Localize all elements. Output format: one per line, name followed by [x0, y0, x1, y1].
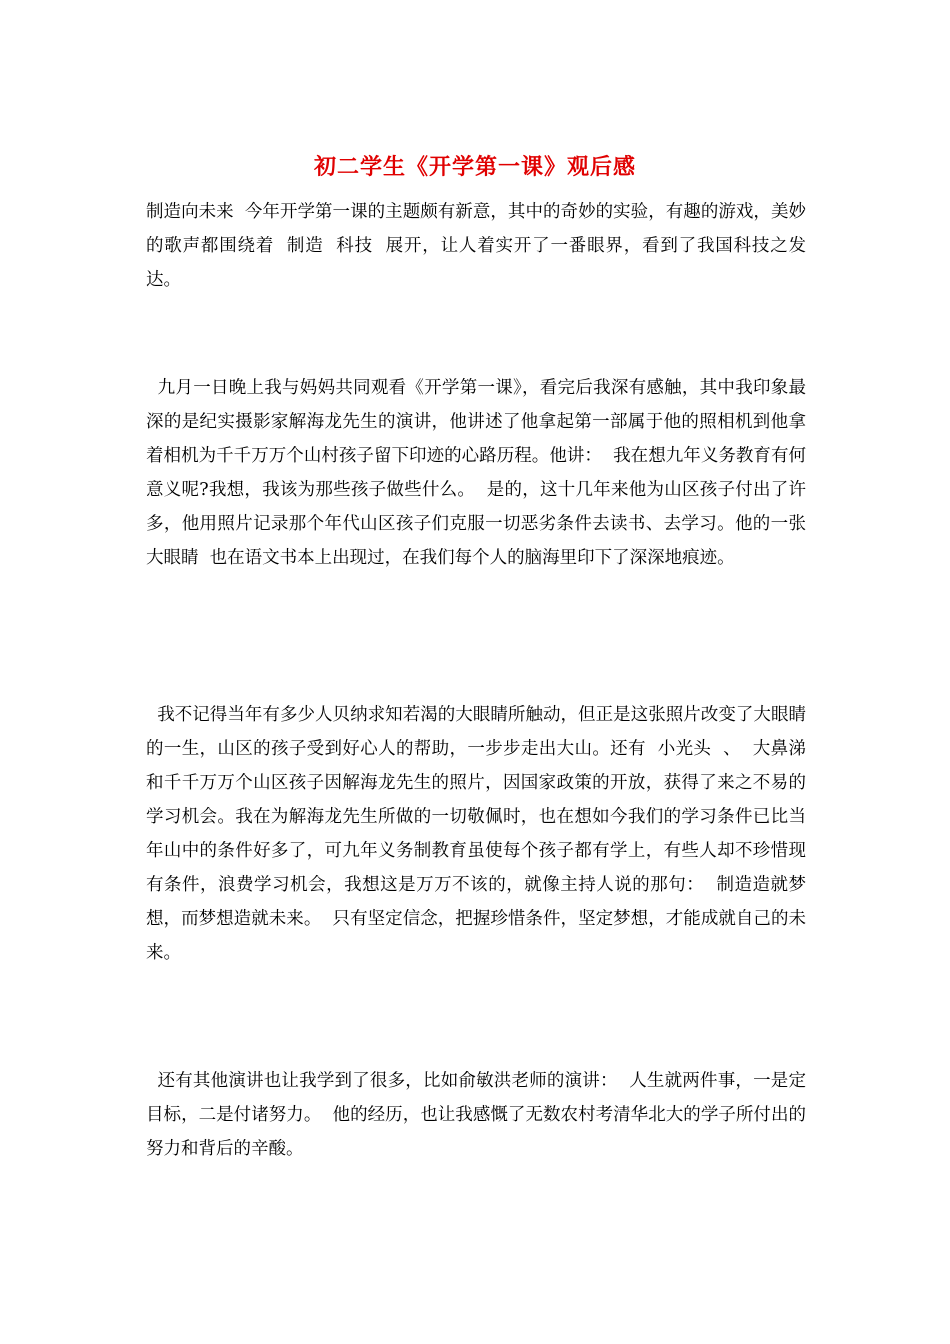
paragraph-1: 制造向未来 今年开学第一课的主题颇有新意，其中的奇妙的实验，有趣的游戏，美妙的歌声都围绕着 制造 科技 展开，让人着实开了一番眼界，看到了我国科技之发达。 — [146, 202, 806, 290]
paragraph-2: 九月一日晚上我与妈妈共同观看《开学第一课》，看完后我深有感触，其中我印象最深的是纪实摄影家解海龙先生的演讲，他讲述了他拿起第一部属于他的照相机到他拿着相机为千千万万个山村孩子留下印迹的心路历程。他讲： 我在想九年义务教育有何意义呢?我想，我该为那些孩子做些什么。 是的，这十几年来他为山区孩子付出了许多，他用照片记录那个年代山区孩子们克服一切恶劣条件去读书、去学习。他的一张 大眼睛 也在语文书本上出现过，在我们每个人的脑海里印下了深深地痕迹。 — [146, 378, 818, 568]
paragraph-3: 我不记得当年有多少人贝纳求知若渴的大眼睛所触动，但正是这张照片改变了大眼睛 的一生，山区的孩子受到好心人的帮助，一步步走出大山。还有 小光头 、 大鼻涕 和千千万万个山区孩子因解海龙先生的照片，因国家政策的开放，获得了来之不易的学习机会。我在为解海龙先生所做的一切敬佩时，也在想如今我们的学习条件已比当年山中的条件好多了，可九年义务制教育虽使每个孩子都有学上，有些人却不珍惜现有条件，浪费学习机会，我想这是万万不该的，就像主持人说的那句： 制造造就梦想，而梦想造就未来。 只有坚定信念，把握珍惜条件，坚定梦想，才能成就自己的未来。 — [146, 705, 818, 963]
paragraph-4: 还有其他演讲也让我学到了很多，比如俞敏洪老师的演讲： 人生就两件事，一是定目标，二是付诸努力。 他的经历，也让我感慨了无数农村考清华北大的学子所付出的努力和背后的辛酸。 — [146, 1071, 806, 1159]
document-title: 初二学生《开学第一课》观后感 — [313, 154, 636, 180]
